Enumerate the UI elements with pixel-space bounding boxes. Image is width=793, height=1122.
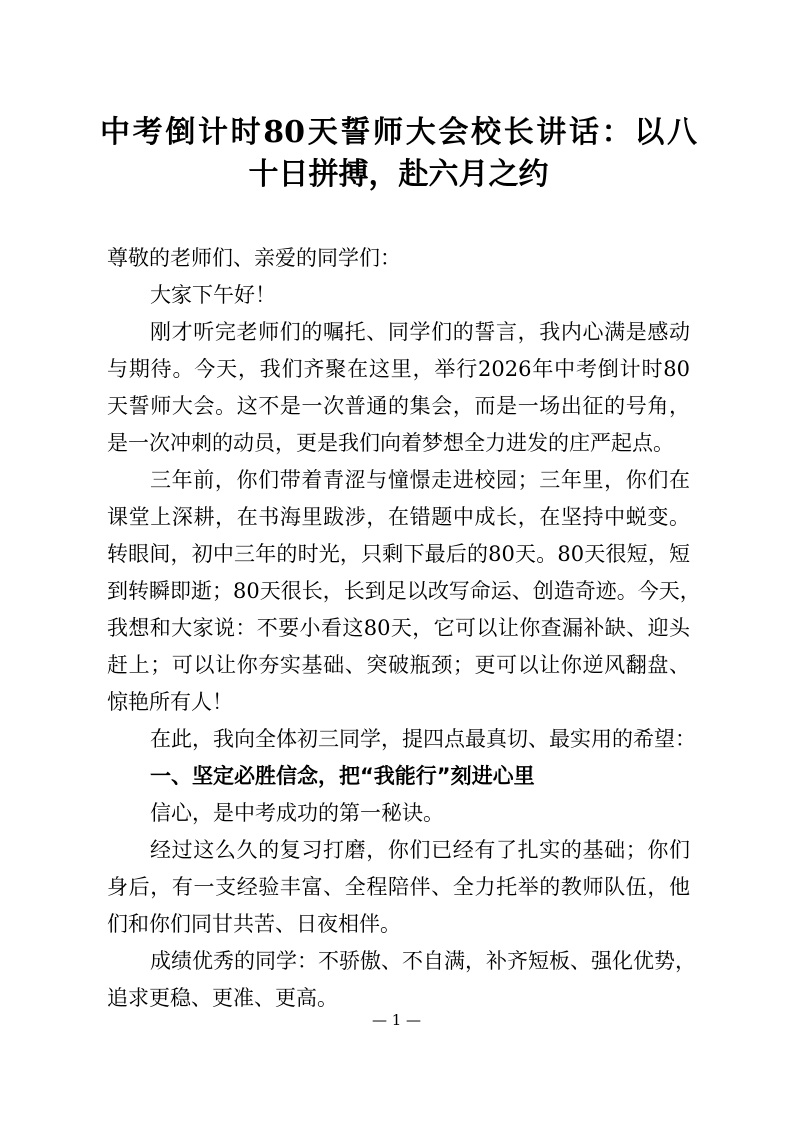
paragraph [107, 240, 690, 277]
text-line: 刚才听完老师们的嘱托、同学们的誓言，我内心满是感动 [150, 320, 690, 344]
document-body [107, 240, 701, 1017]
text-line: 一、坚定必胜信念，把“我能行”刻进心里 [150, 764, 535, 788]
text-line: 课堂上深耕，在书海里跋涉，在错题中成长，在坚持中蜕变。 [107, 505, 690, 529]
paragraph [107, 277, 690, 314]
text-line: 转眼间，初中三年的时光，只剩下最后的80天。80天很短，短 [107, 542, 690, 566]
text-line: 追求更稳、更准、更高。 [107, 986, 338, 1010]
text-line: 大家下午好！ [150, 283, 276, 307]
paragraph [107, 462, 701, 721]
title-line: 中考倒计时80天誓师大会校长讲话：以八 [100, 115, 697, 150]
text-line: 是一次冲刺的动员，更是我们向着梦想全力进发的庄严起点。 [107, 431, 674, 455]
text-line: 尊敬的老师们、亲爱的同学们： [107, 246, 401, 270]
paragraph [107, 943, 696, 1017]
text-line: 信心，是中考成功的第一秘诀。 [150, 801, 444, 825]
document-title [100, 112, 697, 196]
text-line: 到转瞬即逝；80天很长，长到足以改写命运、创造奇迹。今天， [107, 579, 701, 603]
paragraph [107, 314, 690, 462]
text-line: 赶上；可以让你夯实基础、突破瓶颈；更可以让你逆风翻盘、 [107, 653, 690, 677]
text-line: 在此，我向全体初三同学，提四点最真切、最实用的希望： [150, 727, 696, 751]
paragraph [107, 832, 690, 943]
section-heading [107, 758, 690, 795]
paragraph [107, 721, 696, 758]
paragraph [107, 795, 690, 832]
page-number: — 1 — [371, 1011, 422, 1029]
text-line: 我想和大家说：不要小看这80天，它可以让你查漏补缺、迎头 [107, 616, 690, 640]
text-line: 惊艳所有人！ [107, 690, 233, 714]
text-line: 与期待。今天，我们齐聚在这里，举行2026年中考倒计时80 [107, 357, 690, 381]
text-line: 身后，有一支经验丰富、全程陪伴、全力托举的教师队伍，他 [107, 875, 690, 899]
text-line: 三年前，你们带着青涩与憧憬走进校园；三年里，你们在 [150, 468, 690, 492]
title-line: 十日拼搏，赴六月之约 [248, 157, 549, 192]
text-line: 天誓师大会。这不是一次普通的集会，而是一场出征的号角， [107, 394, 690, 418]
text-line: 们和你们同甘共苦、日夜相伴。 [107, 912, 401, 936]
text-line: 成绩优秀的同学：不骄傲、不自满，补齐短板、强化优势， [150, 949, 696, 973]
text-line: 经过这么久的复习打磨，你们已经有了扎实的基础；你们 [150, 838, 690, 862]
